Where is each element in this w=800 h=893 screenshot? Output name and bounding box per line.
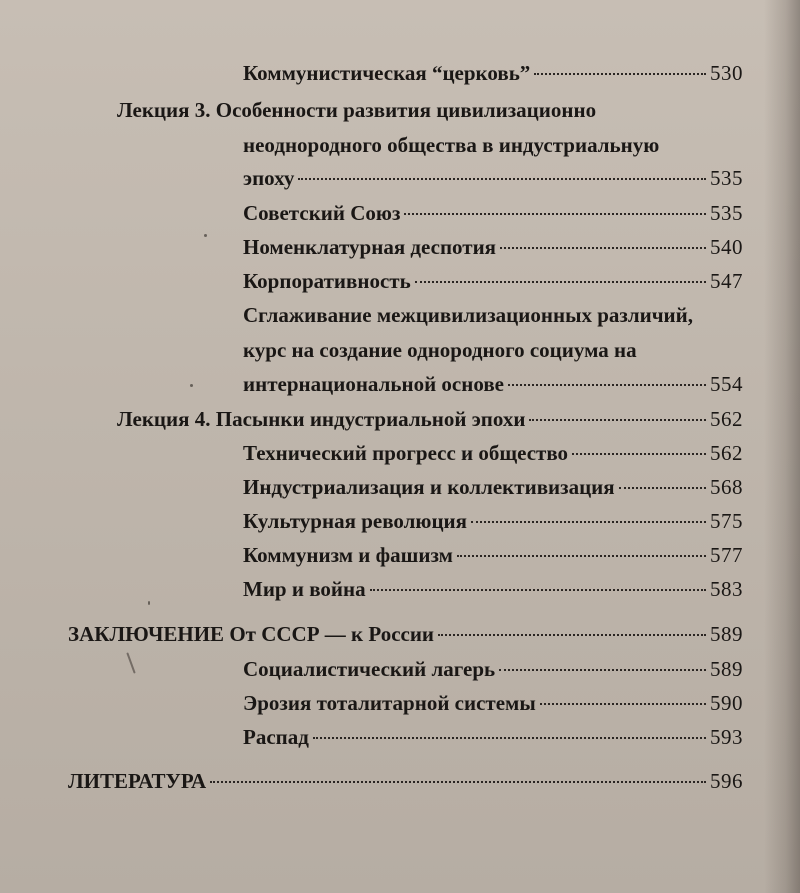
- toc-entry-page: 589: [710, 657, 743, 681]
- toc-entry-page: 535: [710, 201, 743, 225]
- toc-entry: [243, 574, 743, 604]
- toc-entry-title: Коммунистическая “церковь”: [243, 61, 531, 85]
- toc-entry-page: 593: [710, 725, 743, 749]
- toc-entry-page: 583: [710, 577, 743, 601]
- toc-entry-title: Сглаживание межцивилизационных различий,: [243, 303, 694, 327]
- toc-entry-page: 589: [710, 622, 743, 646]
- toc-entry-page: 590: [710, 691, 743, 715]
- toc-leader-dots: [210, 781, 706, 783]
- toc-entry: [243, 335, 763, 365]
- toc-entry-page: 535: [710, 166, 743, 190]
- toc-entry: [68, 619, 743, 649]
- toc-entry: [68, 766, 743, 796]
- ink-speck: [148, 601, 150, 605]
- toc-entry-title: Индустриализация и коллективизация: [243, 475, 615, 499]
- toc-entry-title: Мир и война: [243, 577, 366, 601]
- toc-leader-dots: [404, 213, 706, 215]
- toc-entry: [243, 266, 743, 296]
- toc-entry: [243, 540, 743, 570]
- ink-speck: [190, 384, 193, 387]
- toc-entry-title: эпоху: [243, 166, 295, 190]
- toc-entry-page: 596: [710, 769, 743, 793]
- toc-entry-title: неоднородного общества в индустриальную: [243, 133, 660, 157]
- toc-entry-title: интернациональной основе: [243, 372, 504, 396]
- toc-entry: [243, 232, 743, 262]
- toc-leader-dots: [619, 487, 706, 489]
- toc-leader-dots: [415, 281, 706, 283]
- toc-entry: [243, 438, 743, 468]
- toc-entry-title: Социалистический лагерь: [243, 657, 496, 681]
- toc-entry: [243, 688, 743, 718]
- toc-entry: [243, 369, 743, 399]
- toc-entry-page: 562: [710, 441, 743, 465]
- toc-leader-dots: [370, 589, 706, 591]
- toc-leader-dots: [534, 73, 706, 75]
- toc-entry: [117, 404, 743, 434]
- toc-entry-page: 547: [710, 269, 743, 293]
- toc-entry: [243, 58, 743, 88]
- toc-entry: [243, 654, 743, 684]
- toc-entry-title: Культурная революция: [243, 509, 468, 533]
- toc-entry: [243, 163, 743, 193]
- toc-leader-dots: [298, 178, 706, 180]
- page-spine-shadow: [764, 0, 800, 893]
- toc-leader-dots: [500, 247, 706, 249]
- toc-entry-title: ЛИТЕРАТУРА: [68, 769, 207, 793]
- toc-leader-dots: [572, 453, 706, 455]
- toc-entry-page: 577: [710, 543, 743, 567]
- toc-entry-title: Эрозия тоталитарной системы: [243, 691, 536, 715]
- toc-entry-title: Лекция 4. Пасынки индустриальной эпохи: [117, 407, 526, 431]
- toc-entry-title: ЗАКЛЮЧЕНИЕ От СССР — к России: [68, 622, 435, 646]
- toc-entry-title: Технический прогресс и общество: [243, 441, 569, 465]
- toc-entry-page: 530: [710, 61, 743, 85]
- toc-entry-title: курс на создание однородного социума на: [243, 338, 637, 362]
- toc-entry: [243, 130, 763, 160]
- ink-speck: [204, 234, 207, 237]
- toc-entry: [243, 472, 743, 502]
- toc-leader-dots: [499, 669, 706, 671]
- toc-leader-dots: [529, 419, 706, 421]
- toc-leader-dots: [508, 384, 706, 386]
- toc-entry: [243, 300, 763, 330]
- toc-entry: [243, 198, 743, 228]
- toc-entry-page: 540: [710, 235, 743, 259]
- toc-entry: [117, 95, 757, 125]
- toc-entry-title: Корпоративность: [243, 269, 411, 293]
- toc-entry-page: 562: [710, 407, 743, 431]
- toc-leader-dots: [540, 703, 706, 705]
- toc-entry-title: Распад: [243, 725, 309, 749]
- toc-entry-page: 575: [710, 509, 743, 533]
- toc-leader-dots: [457, 555, 706, 557]
- toc-leader-dots: [313, 737, 706, 739]
- ink-speck: [126, 652, 135, 673]
- toc-entry-title: Советский Союз: [243, 201, 401, 225]
- toc-leader-dots: [471, 521, 706, 523]
- toc-leader-dots: [438, 634, 706, 636]
- toc-entry: [243, 722, 743, 752]
- toc-entry-title: Лекция 3. Особенности развития цивилизационно: [117, 98, 597, 122]
- toc-entry-title: Номенклатурная деспотия: [243, 235, 497, 259]
- toc-entry-page: 568: [710, 475, 743, 499]
- toc-entry: [243, 506, 743, 536]
- toc-entry-page: 554: [710, 372, 743, 396]
- toc-entry-title: Коммунизм и фашизм: [243, 543, 453, 567]
